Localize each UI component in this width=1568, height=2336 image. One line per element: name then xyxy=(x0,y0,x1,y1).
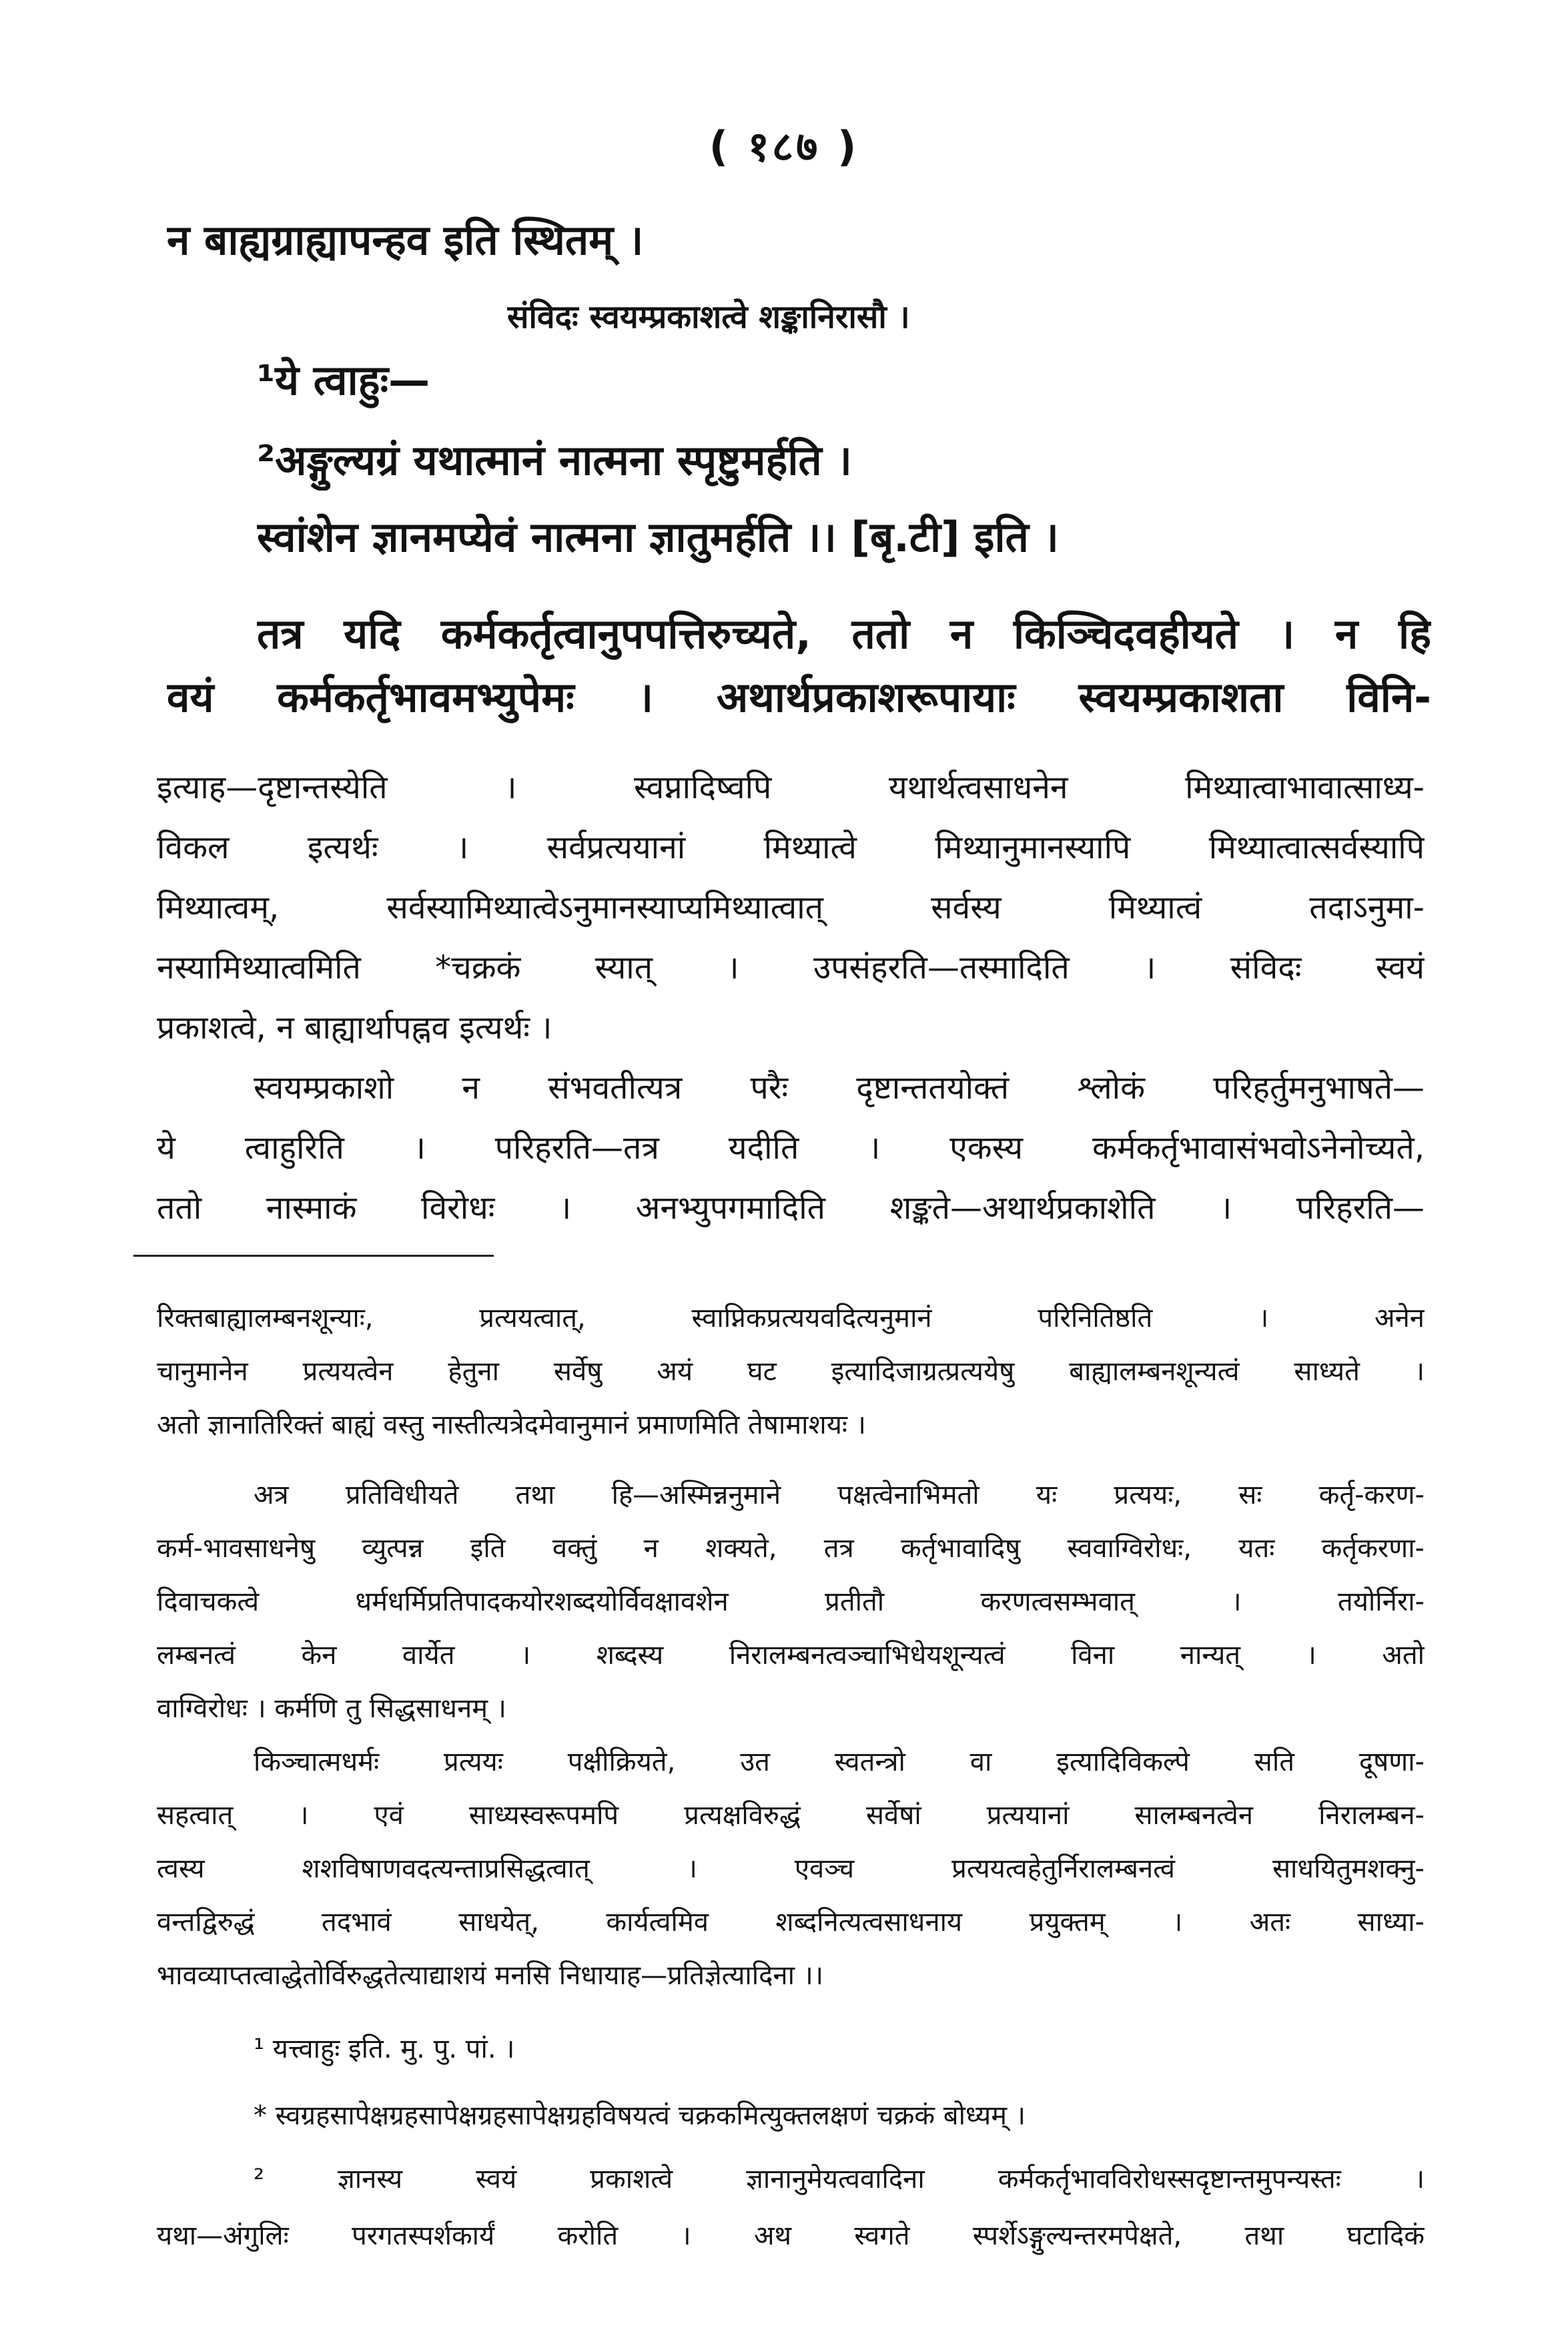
note-chakraka: * स्वग्रहसापेक्षग्रहसापेक्षग्रहसापेक्षग्रहविषयत्वं चक्रकमित्युक्तलक्षणं चक्रकं बोध्यम् । xyxy=(254,2100,1026,2131)
footnote-line-5: कर्म-भावसाधनेषु व्युत्पन्न इति वक्तुं न शक्यते, तत्र कर्तृभावादिषु स्ववाग्विरोधः, यतः कर्तृकरणा- xyxy=(157,1533,1425,1564)
commentary-line-2: विकल इत्यर्थः । सर्वप्रत्ययानां मिथ्यात्वे मिथ्यानुमानस्यापि मिथ्यात्वात्सर्वस्यापि xyxy=(157,829,1425,866)
main-line-conclusion: न बाह्यग्राह्यापन्हव इति स्थितम् । xyxy=(167,216,644,264)
main-para-line-1: तत्र यदि कर्मकर्तृत्वानुपपत्तिरुच्यते, ततो न किञ्चिदवहीयते । न हि xyxy=(257,609,1431,658)
commentary-line-4: नस्यामिथ्यात्वमिति *चक्रकं स्यात् । उपसंहरति—तस्मादिति । संविदः स्वयं xyxy=(157,949,1425,986)
footnote-line-12: वन्तद्विरुद्धं तदभावं साधयेत्, कार्यत्वमिव शब्दनित्यत्वसाधनाय प्रयुक्तम् । अतः साध्या- xyxy=(157,1907,1425,1938)
footnote-line-9: किञ्चात्मधर्मः प्रत्ययः पक्षीक्रियते, उत स्वतन्त्रो वा इत्यादिविकल्पे सति दूषणा- xyxy=(254,1747,1425,1777)
commentary-line-6: स्वयम्प्रकाशो न संभवतीत्यत्र परैः दृष्टान्ततयोक्तं श्लोकं परिहर्तुमनुभाषते— xyxy=(254,1069,1425,1107)
footnote-line-8: वाग्विरोधः । कर्मणि तु सिद्धसाधनम् । xyxy=(157,1693,506,1724)
commentary-line-8: ततो नास्माकं विरोधः । अनभ्युपगमादिति शङ्कते—अथार्थप्रकाशेति । परिहरति— xyxy=(157,1189,1425,1227)
footnote-line-4: अत्र प्रतिविधीयते तथा हि—अस्मिन्ननुमाने पक्षत्वेनाभिमतो यः प्रत्ययः, सः कर्तृ-करण- xyxy=(254,1480,1425,1510)
section-heading: संविदः स्वयम्प्रकाशत्वे शङ्कानिरासौ । xyxy=(507,298,910,336)
commentary-line-3: मिथ्यात्वम्, सर्वस्यामिथ्यात्वेऽनुमानस्याप्यमिथ्यात्वात् सर्वस्य मिथ्यात्वं तदाऽनुमा- xyxy=(157,889,1425,926)
footnote-line-6: दिवाचकत्वे धर्मधर्मिप्रतिपादकयोरशब्दयोर्विवक्षावशेन प्रतीतौ करणत्वसम्भवात् । तयोर्निरा- xyxy=(157,1586,1425,1617)
footnote-line-7: लम्बनत्वं केन वार्येत । शब्दस्य निरालम्बनत्वञ्चाभिधेयशून्यत्वं विना नान्यत् । अतो xyxy=(157,1640,1425,1671)
footnote-line-2: चानुमानेन प्रत्ययत्वेन हेतुना सर्वेषु अयं घट इत्यादिजाग्रत्प्रत्ययेषु बाह्यालम्बनशून्यत्वं साध्यते । xyxy=(157,1356,1425,1387)
note-2-line-1: ² ज्ञानस्य स्वयं प्रकाशत्वे ज्ञानानुमेयत्ववादिना कर्मकर्तृभावविरोधस्सदृष्टान्तमुपन्यस्तः । xyxy=(254,2164,1425,2195)
commentary-line-1: इत्याह—दृष्टान्तस्येति । स्वप्नादिष्वपि यथार्थत्वसाधनेन मिथ्यात्वाभावात्साध्य- xyxy=(157,769,1425,806)
footnote-line-13: भावव्याप्तत्वाद्धेतोर्विरुद्धतेत्याद्याशयं मनसि निधायाह—प्रतिज्ञेत्यादिना ।। xyxy=(157,1960,823,1991)
footnote-separator xyxy=(133,1255,494,1257)
commentary-line-7: ये त्वाहुरिति । परिहरति—तत्र यदीति । एकस्य कर्मकर्तृभावासंभवोऽनेनोच्यते, xyxy=(157,1129,1425,1167)
note-variant-reading: ¹ यत्त्वाहुः इति. मु. पु. पां. । xyxy=(254,2034,515,2064)
footnote-line-3: अतो ज्ञानातिरिक्तं बाह्यं वस्तु नास्तीत्यत्रेदमेवानुमानं प्रमाणमिति तेषामाशयः । xyxy=(157,1410,866,1440)
note-2-line-2: यथा—अंगुलिः परगतस्पर्शकार्यं करोति । अथ स्वगते स्पर्शेऽङ्गुल्यन्तरमपेक्षते, तथा घटादिकं xyxy=(157,2221,1425,2251)
main-para-line-2: वयं कर्मकर्तृभावमभ्युपेमः । अथार्थप्रकाशरूपायाः स्वयम्प्रकाशता विनि- xyxy=(167,673,1431,721)
footnote-line-1: रिक्तबाह्यालम्बनशून्याः, प्रत्ययत्वात्, स्वाप्निकप्रत्ययवदित्यनुमानं परिनितिष्ठति । अनेन xyxy=(157,1303,1425,1334)
main-line-objector: ¹ये त्वाहुः— xyxy=(257,356,430,404)
commentary-line-5: प्रकाशत्वे, न बाह्यार्थापह्नव इत्यर्थः । xyxy=(157,1009,552,1047)
verse-line-2: स्वांशेन ज्ञानमप्येवं नात्मना ज्ञातुमर्हति ।। [बृ.टी] इति । xyxy=(257,513,1059,561)
verse-line-1: ²अङ्गुल्यग्रं यथात्मानं नात्मना स्पृष्टुमर्हति । xyxy=(257,436,852,485)
page-number: ( १८७ ) xyxy=(709,122,859,171)
footnote-line-11: त्वस्य शशविषाणवदत्यन्ताप्रसिद्धत्वात् । एवञ्च प्रत्ययत्वहेतुर्निरालम्बनत्वं साधयितुमशक्नु- xyxy=(157,1853,1425,1884)
footnote-line-10: सहत्वात् । एवं साध्यस्वरूपमपि प्रत्यक्षविरुद्धं सर्वेषां प्रत्ययानां सालम्बनत्वेन निरालम्बन- xyxy=(157,1800,1425,1831)
